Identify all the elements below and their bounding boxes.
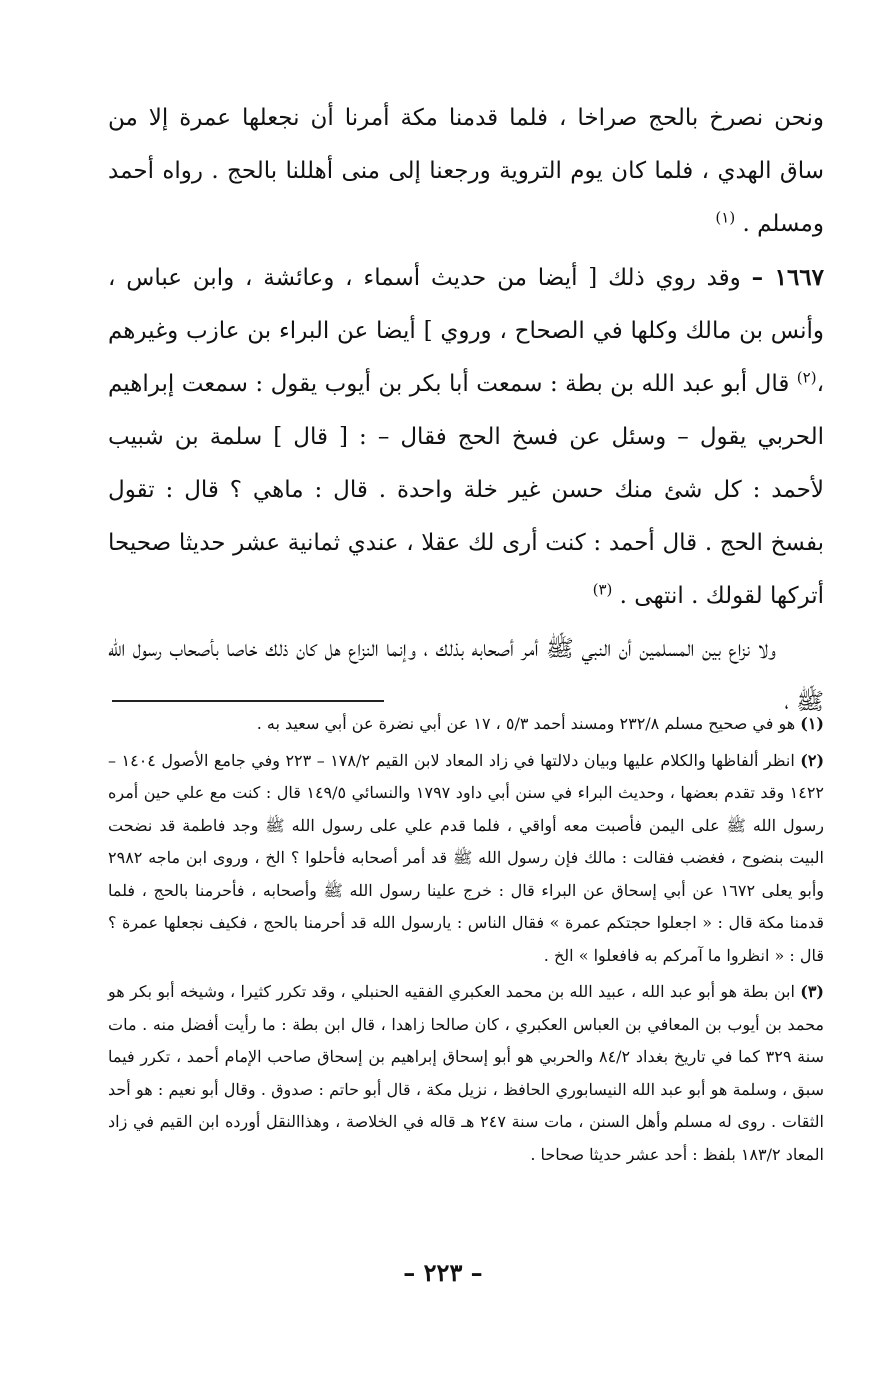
footnotes xyxy=(108,708,824,1175)
footnote-ref-2[interactable]: (٢) xyxy=(796,368,817,387)
footnote-number: (٣) xyxy=(800,982,824,1001)
footnote-3 xyxy=(108,976,824,1171)
footnote-ref-3[interactable]: (٣) xyxy=(592,580,613,599)
footnote-2 xyxy=(108,745,824,973)
paragraph-continuation xyxy=(108,92,824,251)
paragraph-text: ونحن نصرخ بالحج صراخا ، فلما قدمنا مكة أمرنا أن نجعلها عمرة إلا من ساق الهدي ، فلما كان يوم التروية ورجعنا إلى منى أهللنا بالحج . رواه أحمد ومسلم . xyxy=(108,105,824,237)
main-text xyxy=(108,92,824,729)
footnote-text: ابن بطة هو أبو عبد الله ، عبيد الله بن محمد العكبري الفقيه الحنبلي ، وقد تكرر كثيرا ، وشيخه أبو بكر هو محمد بن أيوب بن المعافي بن العباس العكبري ، كان صالحا زاهدا ، قال ابن بطة : ما رأيت أفضل منه . مات سنة ٣٢٩ كما في تاريخ بغداد ٨٤/٢ والحربي هو أبو إسحاق إبراهيم بن إسحاق صاحب الإمام أحمد ، تكرر فيما سبق ، وسلمة هو أبو عبد الله النيسابوري الحافظ ، نزيل مكة ، قال أبو حاتم : صدوق . وقال أبو نعيم : هو أحد الثقات . روى له مسلم وأهل السنن ، مات سنة ٢٤٧ هـ قاله في الخلاصة ، وهذاالنقل أورده ابن القيم في زاد المعاد ١٨٣/٢ بلفظ : أحد عشر حديثا صحاحا . xyxy=(108,982,825,1164)
footnote-number: (١) xyxy=(800,714,824,733)
hadith-1667 xyxy=(108,251,824,623)
footnote-text: انظر ألفاظها والكلام عليها وبيان دلالتها في زاد المعاد لابن القيم ١٧٨/٢ – ٢٢٣ وفي جامع الأصول ١٤٠٤ – ١٤٢٢ وقد تقدم بعضها ، وحديث البراء في سنن أبي داود ١٧٩٧ والنسائي ١٤٩/٥ قال : كنت مع علي حين أمره رسول الله ﷺ على اليمن فأصبت معه أواقي ، فلما قدم علي على رسول الله ﷺ وجد فاطمة قد نضحت البيت بنضوح ، فغضب فقالت : مالك فإن رسول الله ﷺ قد أمر أصحابه فأحلوا ؟ الخ ، وروى ابن ماجه ٢٩٨٢ وأبو يعلى ١٦٧٢ عن أبي إسحاق عن البراء قال : خرج علينا رسول الله ﷺ وأصحابه ، فأحرمنا بالحج ، فلما قدمنا مكة قال : « اجعلوا حجتكم عمرة » فقال الناس : يارسول الله قد أحرمنا بالحج ، فكيف نجعلها عمرة ؟ قال : « انظروا ما آمركم به فافعلوا » الخ . xyxy=(108,750,825,965)
footnote-divider xyxy=(112,700,384,702)
footnote-text: هو في صحيح مسلم ٢٣٢/٨ ومسند أحمد ٥/٣ ، ١٧ عن أبي نضرة عن أبي سعيد به . xyxy=(256,714,796,733)
hadith-text-a: وقد روي ذلك [ أيضا من حديث أسماء ، وعائشة ، وابن عباس ، وأنس بن مالك وكلها في الصحاح ، وروي ] أيضا عن البراء بن عازب وغيرهم ، xyxy=(108,265,825,397)
footnote-number: (٢) xyxy=(800,750,825,770)
hadith-number: ١٦٦٧ – xyxy=(751,264,825,291)
hadith-text-b: قال أبو عبد الله بن بطة : سمعت أبا بكر بن أيوب يقول : سمعت إبراهيم الحربي يقول – وسئل عن فسخ الحج فقال – : [ قال ] سلمة بن شبيب لأحمد : كل شئ منك حسن غير خلة واحدة . قال : ماهي ؟ قال : تقول بفسخ الحج . قال أحمد : كنت أرى لك عقلا ، عندي ثمانية عشر حديثا صحيحا أتركها لقولك . انتهى . xyxy=(108,371,824,609)
closing-paragraph: ولا نزاع بين المسلمين أن النبي ﷺ أمر أصحابه بذلك ، وإنما النزاع هل كان ذلك خاصا بأصحاب رسول الله ﷺ ، xyxy=(108,636,824,715)
footnote-1 xyxy=(108,708,824,741)
footnote-ref-1[interactable]: (١) xyxy=(715,208,736,227)
page-number: – ٢٢٣ – xyxy=(403,1258,483,1287)
